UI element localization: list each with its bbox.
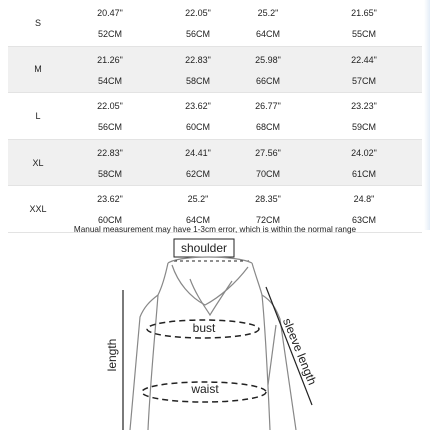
size-label: L <box>35 110 41 121</box>
size-value-in: 24.8" <box>353 194 375 205</box>
size-value-in: 25.2" <box>257 8 279 18</box>
size-value-in: 24.02" <box>351 147 377 158</box>
size-value-in: 22.05" <box>97 101 123 112</box>
size-value-in: 22.83" <box>97 147 123 158</box>
size-row-xl <box>8 140 422 187</box>
size-value-in: 25.98" <box>255 54 281 65</box>
measurement-note: Manual measurement may have 1-3cm error, which is within the normal range <box>73 225 357 234</box>
size-value-in: 22.05" <box>185 8 211 18</box>
size-value-in: 22.83" <box>185 54 211 65</box>
size-value-cm: 52CM <box>97 29 122 39</box>
size-value-in: 20.47" <box>97 8 123 18</box>
size-row-s <box>8 0 422 47</box>
size-value-cm: 58CM <box>185 75 210 86</box>
size-label: XXL <box>29 204 47 215</box>
sleeve-length-label: sleeve length <box>279 316 320 387</box>
size-label: M <box>34 64 42 75</box>
size-value-cm: 64CM <box>185 215 210 226</box>
size-value-cm: 70CM <box>255 168 280 179</box>
size-table <box>8 0 422 233</box>
hoodie-outline <box>130 257 296 430</box>
size-value-cm: 72CM <box>255 215 280 226</box>
size-value-in: 22.44" <box>351 54 377 65</box>
size-value-in: 26.77" <box>255 101 281 112</box>
size-value-cm: 54CM <box>97 75 122 86</box>
size-value-cm: 56CM <box>185 29 210 39</box>
size-value-in: 23.62" <box>97 194 123 205</box>
size-value-cm: 57CM <box>351 75 376 86</box>
size-value-cm: 56CM <box>97 122 122 133</box>
waist-label: waist <box>191 382 219 396</box>
size-value-cm: 68CM <box>255 122 280 133</box>
size-value-in: 21.26" <box>97 54 123 65</box>
shoulder-label: shoulder <box>180 241 228 255</box>
size-value-in: 23.62" <box>185 101 211 112</box>
length-label: length <box>105 338 119 372</box>
hoodie-measurement-diagram <box>0 235 430 430</box>
size-value-cm: 62CM <box>185 168 210 179</box>
size-value-cm: 60CM <box>185 122 210 133</box>
bust-label: bust <box>192 321 216 335</box>
page-edge-shadow <box>424 0 430 230</box>
size-value-in: 24.41" <box>185 147 211 158</box>
size-value-in: 28.35" <box>255 194 281 205</box>
size-value-cm: 60CM <box>97 215 122 226</box>
size-value-cm: 66CM <box>255 75 280 86</box>
size-value-in: 23.23" <box>351 101 377 112</box>
size-value-in: 25.2" <box>187 194 209 205</box>
size-label: S <box>34 17 41 28</box>
size-label: XL <box>32 157 44 168</box>
size-value-cm: 63CM <box>351 215 376 226</box>
size-value-cm: 61CM <box>351 168 376 179</box>
size-value-cm: 64CM <box>255 29 280 39</box>
size-value-cm: 59CM <box>351 122 376 133</box>
size-value-cm: 58CM <box>97 168 122 179</box>
size-row-l <box>8 93 422 140</box>
size-value-cm: 55CM <box>351 29 376 39</box>
size-row-m <box>8 47 422 94</box>
size-value-in: 27.56" <box>255 147 281 158</box>
size-value-in: 21.65" <box>351 8 377 18</box>
